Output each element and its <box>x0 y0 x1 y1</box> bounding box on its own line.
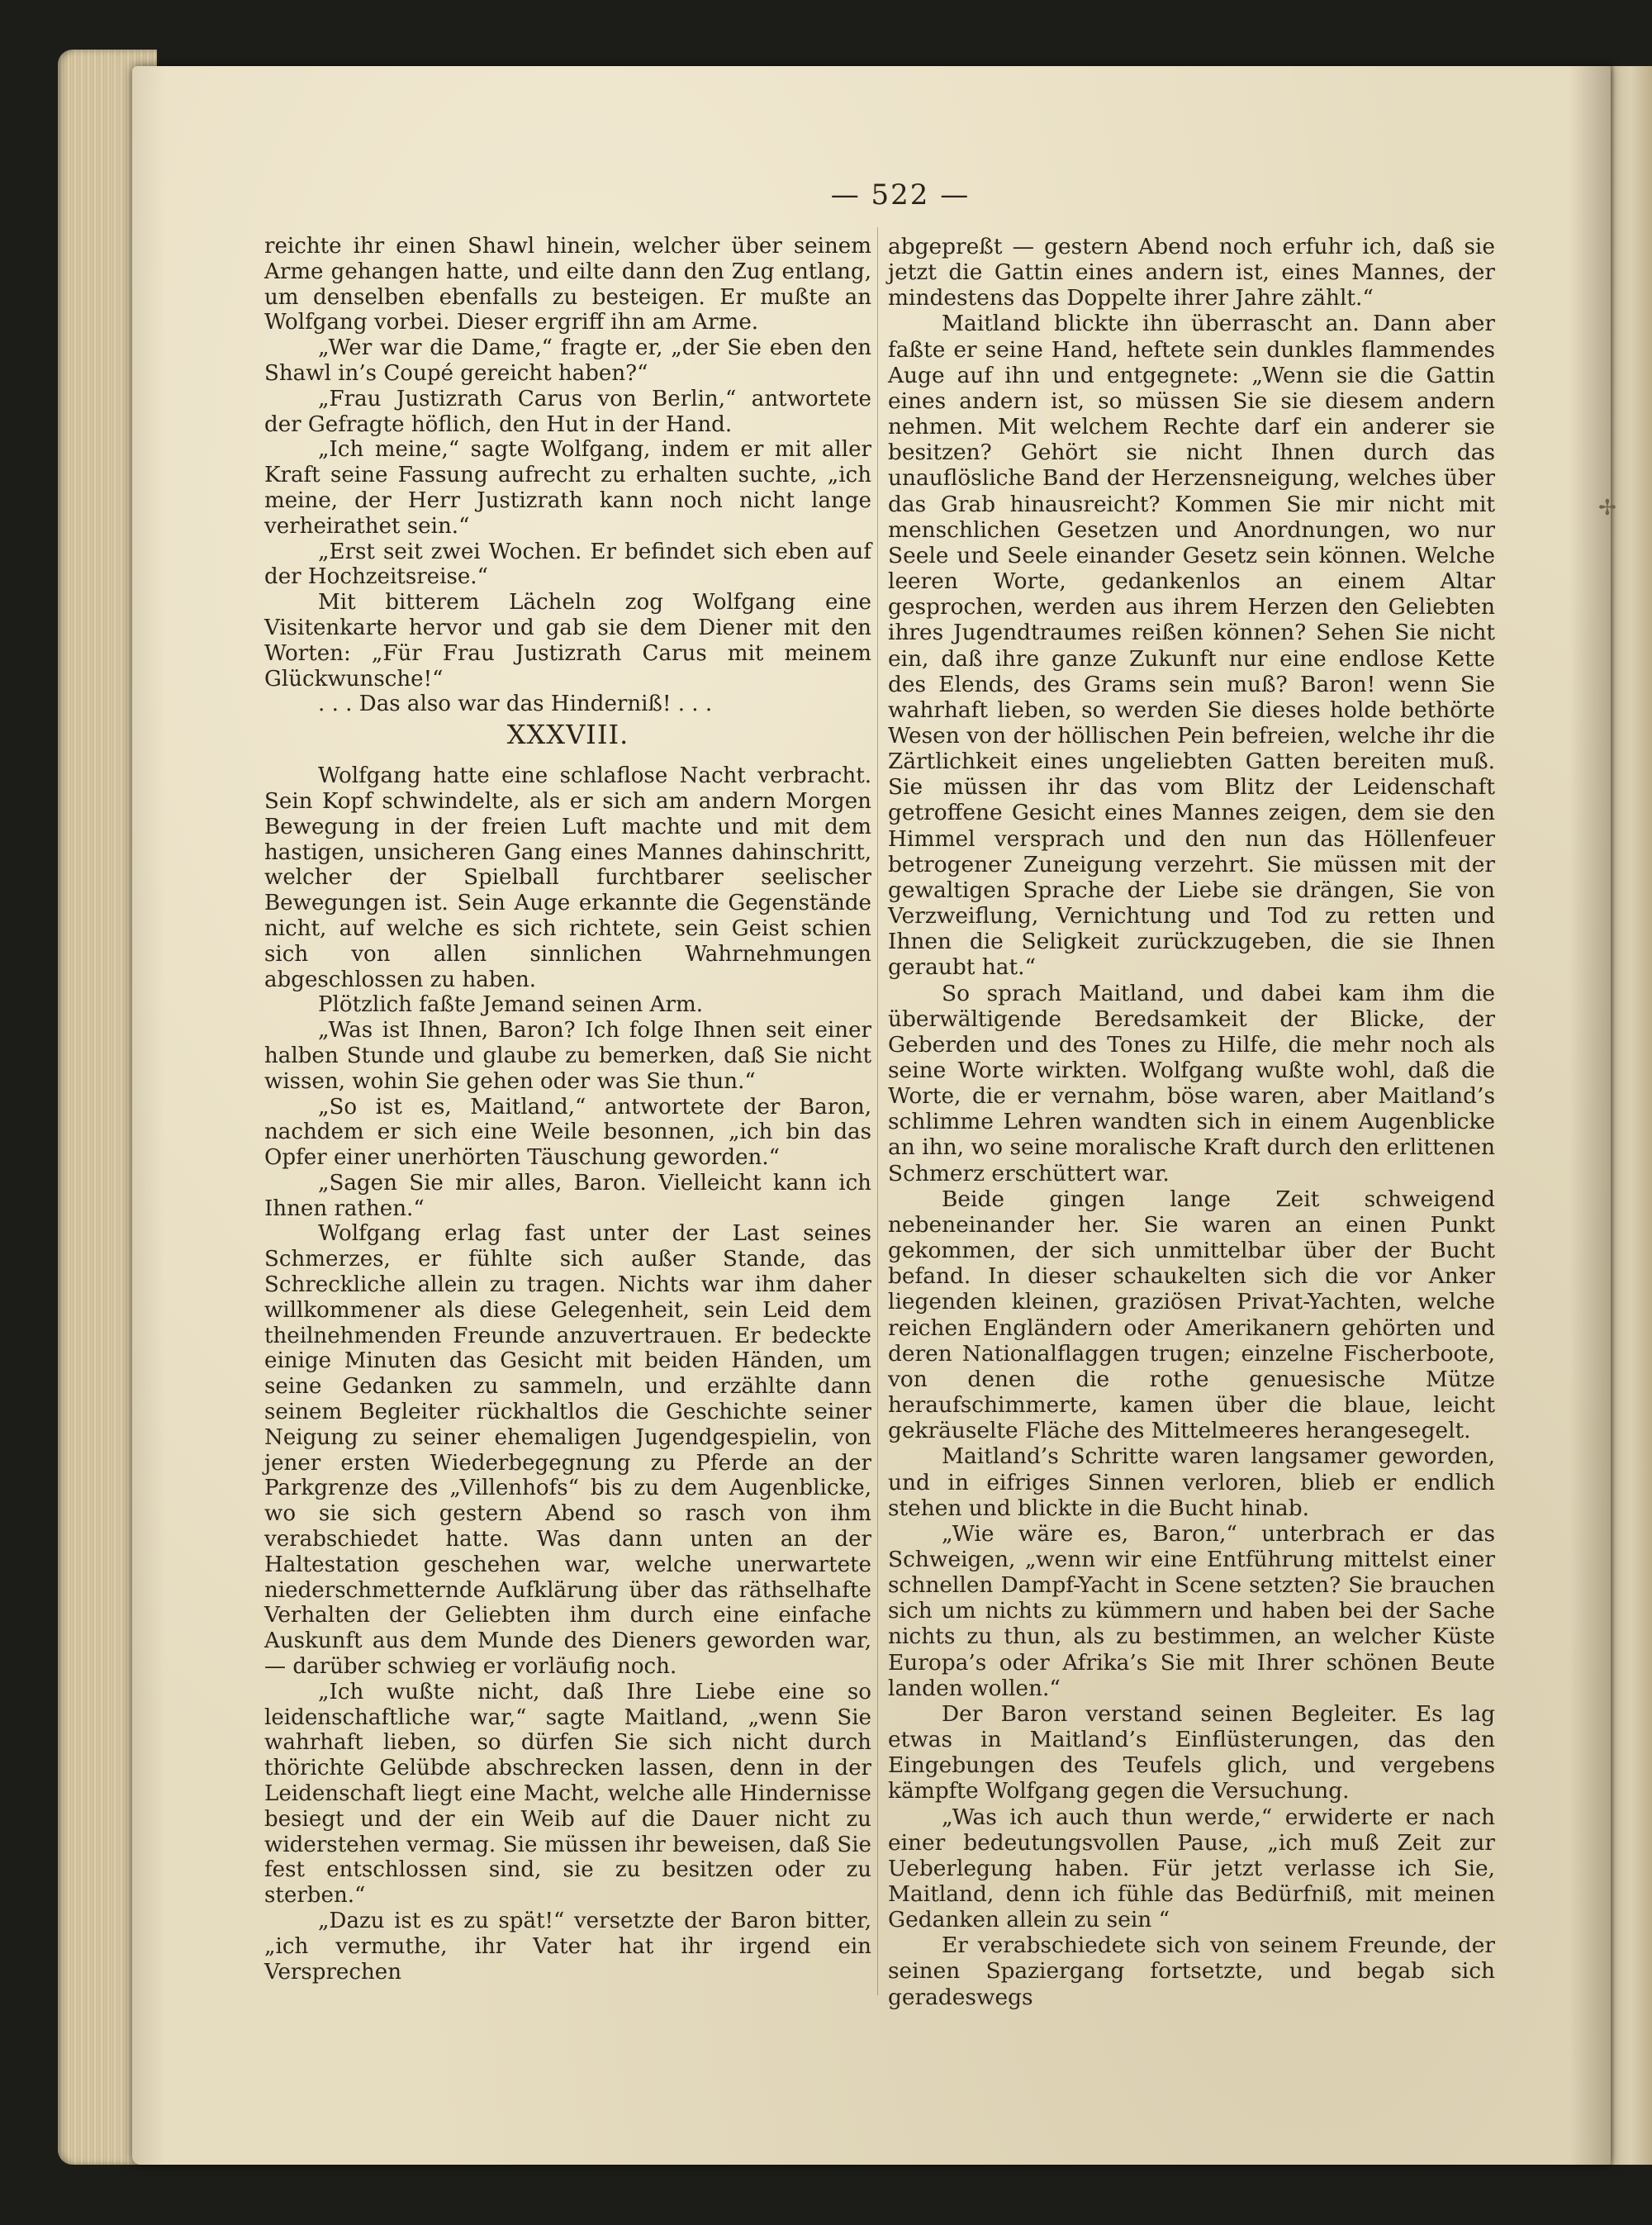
paragraph: „So ist es, Maitland,“ antwortete der Baron, nachdem er sich eine Weile besonnen, „ich bin das Opfer einer unerhörten Täuschung geworden.“ <box>264 1094 871 1171</box>
paragraph: „Erst seit zwei Wochen. Er befindet sich eben auf der Hochzeitsreise.“ <box>264 539 871 590</box>
paragraph: „Wer war die Dame,“ fragte er, „der Sie eben den Shawl in’s Coupé gereicht haben?“ <box>264 335 871 386</box>
paragraph: „Was ist Ihnen, Baron? Ich folge Ihnen seit einer halben Stunde und glaube zu bemerken, daß Sie nicht wissen, wohin Sie gehen oder was Sie thun.“ <box>264 1018 871 1094</box>
right-column <box>888 234 1495 2010</box>
paragraph: „Frau Justizrath Carus von Berlin,“ antwortete der Gefragte höflich, den Hut in der Hand. <box>264 386 871 437</box>
margin-mark: ✢ <box>1598 496 1616 521</box>
paragraph: „Was ich auch thun werde,“ erwiderte er nach einer bedeutungsvollen Pause, „ich muß Zeit zur Ueberlegung haben. Für jetzt verlasse ich Sie, Maitland, denn ich fühle das Bedürfniß, mit meinen Gedanken allein zu sein “ <box>888 1804 1495 1933</box>
paragraph: Wolfgang erlag fast unter der Last seines Schmerzes, er fühlte sich außer Stande, das Schreckliche allein zu tragen. Nichts war ihm daher willkommener als diese Gelegenheit, sein Leid dem theilnehmenden Freunde anzuvertrauen. Er bedeckte einige Minuten das Gesicht mit beiden Händen, um seine Gedanken zu sammeln, und erzählte dann seinem Begleiter rückhaltlos die Geschichte seiner Neigung zu seiner ehemaligen Jugendgespielin, von jener ersten Wiederbegegnung zu Pferde an der Parkgrenze des „Villenhofs“ bis zu dem Augenblicke, wo sie sich gestern Abend so rasch von ihm verabschiedet hatte. Was dann unten an der Haltestation geschehen war, welche unerwartete niederschmetternde Aufklärung über das räthselhafte Verhalten der Geliebten ihm durch eine einfache Auskunft aus dem Munde des Dieners geworden war, — darüber schwieg er vorläufig noch. <box>264 1221 871 1680</box>
paragraph: Maitland blickte ihn überrascht an. Dann aber faßte er seine Hand, heftete sein dunkles flammendes Auge auf ihn und entgegnete: „Wenn sie die Gattin eines andern ist, so müssen Sie sie diesem andern nehmen. Mit welchem Rechte darf ein anderer sie besitzen? Gehört sie nicht Ihnen durch das unauflösliche Band der Herzensneigung, welches über das Grab hinausreicht? Kommen Sie mir nicht mit menschlichen Gesetzen und Anordnungen, wo nur Seele und Seele einander Gesetz sein können. Welche leeren Worte, gedankenlos an einem Altar gesprochen, werden aus ihrem Herzen den Geliebten ihres Jugendtraumes reißen können? Sehen Sie nicht ein, daß ihre ganze Zukunft nur eine endlose Kette des Elends, des Grams sein muß? Baron! wenn Sie wahrhaft lieben, so werden Sie dieses holde bethörte Wesen von der höllischen Pein befreien, welche ihr die Zärtlichkeit eines ungeliebten Gatten bereiten muß. Sie müssen ihr das vom Blitz der Leidenschaft getroffene Gesicht eines Mannes zeigen, dem sie den Himmel versprach und den nun das Höllenfeuer betrogener Zuneigung verzehrt. Sie müssen mit der gewaltigen Sprache der Liebe sie drängen, Sie von Verzweiflung, Vernichtung und Tod zu retten und Ihnen die Seligkeit zurückzugeben, die sie Ihnen geraubt hat.“ <box>888 311 1495 981</box>
paragraph: „Wie wäre es, Baron,“ unterbrach er das Schweigen, „wenn wir eine Entführung mittelst einer schnellen Dampf-Yacht in Scene setzten? Sie brauchen sich um nichts zu kümmern und haben bei der Sache nichts zu thun, als zu bestimmen, an welcher Küste Europa’s oder Afrika’s Sie mit Ihrer schönen Beute landen wollen.“ <box>888 1520 1495 1701</box>
paragraph: „Ich wußte nicht, daß Ihre Liebe eine so leidenschaftliche war,“ sagte Maitland, „wenn Sie wahrhaft lieben, so dürfen Sie sich nicht durch thörichte Gelübde abschrecken lassen, denn in der Leidenschaft liegt eine Macht, welche alle Hindernisse besiegt und der ein Weib auf die Dauer nicht zu widerstehen vermag. Sie müssen ihr beweisen, daß Sie fest entschlossen sind, sie zu besitzen oder zu sterben.“ <box>264 1679 871 1909</box>
paragraph: . . . Das also war das Hinderniß! . . . <box>318 692 713 717</box>
paragraph: Beide gingen lange Zeit schweigend nebeneinander her. Sie waren an einen Punkt gekommen, der sich unmittelbar über der Bucht befand. In dieser schaukelten sich die vor Anker liegenden kleinen, graziösen Privat-Yachten, welche reichen Engländern oder Amerikanern gehörten und deren Nationalflaggen trugen; einzelne Fischerboote, von denen die rothe genuesische Mütze heraufschimmerte, kamen über die blaue, leicht gekräuselte Fläche des Mittelmeeres herangesegelt. <box>888 1186 1495 1444</box>
paragraph: Der Baron verstand seinen Begleiter. Es lag etwas in Maitland’s Einflüsterungen, das den Eingebungen des Teufels glich, und vergebens kämpfte Wolfgang gegen die Versuchung. <box>888 1700 1495 1804</box>
paragraph: Er verabschiedete sich von seinem Freunde, der seinen Spaziergang fortsetzte, und begab sich geradeswegs <box>888 1933 1495 2010</box>
paragraph: Maitland’s Schritte waren langsamer geworden, und in eifriges Sinnen verloren, blieb er endlich stehen und blickte in die Bucht hinab. <box>888 1443 1495 1521</box>
paragraph: Mit bitterem Lächeln zog Wolfgang eine Visitenkarte hervor und gab sie dem Diener mit den Worten: „Für Frau Justizrath Carus mit meinem Glückwunsche!“ <box>264 590 871 692</box>
chapter-heading: XXXVIII. <box>506 719 629 751</box>
left-column <box>264 234 871 1985</box>
paragraph: So sprach Maitland, und dabei kam ihm die überwältigende Beredsamkeit der Blicke, der Geberden und des Tones zu Hilfe, die mehr noch als seine Worte wirkten. Wolfgang wußte wohl, daß die Worte, die er vernahm, böse waren, aber Maitland’s schlimme Lehren wandten sich in einem Augenblicke an ihn, wo seine moralische Kraft durch den erlittenen Schmerz erschüttert war. <box>888 980 1495 1186</box>
facing-page-edge <box>1607 66 1652 2165</box>
paragraph: „Ich meine,“ sagte Wolfgang, indem er mit aller Kraft seine Fassung aufrecht zu erhalten suchte, „ich meine, der Herr Justizrath kann noch nicht lange verheirathet sein.“ <box>264 437 871 539</box>
column-divider <box>877 227 878 1995</box>
paragraph: abgepreßt — gestern Abend noch erfuhr ich, daß sie jetzt die Gattin eines andern ist, eines Mannes, der mindestens das Doppelte ihrer Jahre zählt.“ <box>888 234 1495 311</box>
paragraph: „Sagen Sie mir alles, Baron. Vielleicht kann ich Ihnen rathen.“ <box>264 1170 871 1221</box>
paragraph: „Dazu ist es zu spät!“ versetzte der Baron bitter, „ich vermuthe, ihr Vater hat ihr irgend ein Versprechen <box>264 1909 871 1985</box>
paragraph: Wolfgang hatte eine schlaflose Nacht verbracht. Sein Kopf schwindelte, als er sich am andern Morgen Bewegung in der freien Luft machte und mit dem hastigen, unsicheren Gang eines Mannes dahinschritt, welcher der Spielball furchtbarer seelischer Bewegungen ist. Sein Auge erkannte die Gegenstände nicht, auf welche es sich richtete, sein Geist schien sich von allen sinnlichen Wahrnehmungen abgeschlossen zu haben. <box>264 763 871 992</box>
paragraph: reichte ihr einen Shawl hinein, welcher über seinem Arme gehangen hatte, und eilte dann den Zug entlang, um denselben ebenfalls zu besteigen. Er mußte an Wolfgang vorbei. Dieser ergriff ihn am Arme. <box>264 234 871 335</box>
paragraph: Plötzlich faßte Jemand seinen Arm. <box>318 992 704 1018</box>
page-number: — 522 — <box>830 178 971 212</box>
